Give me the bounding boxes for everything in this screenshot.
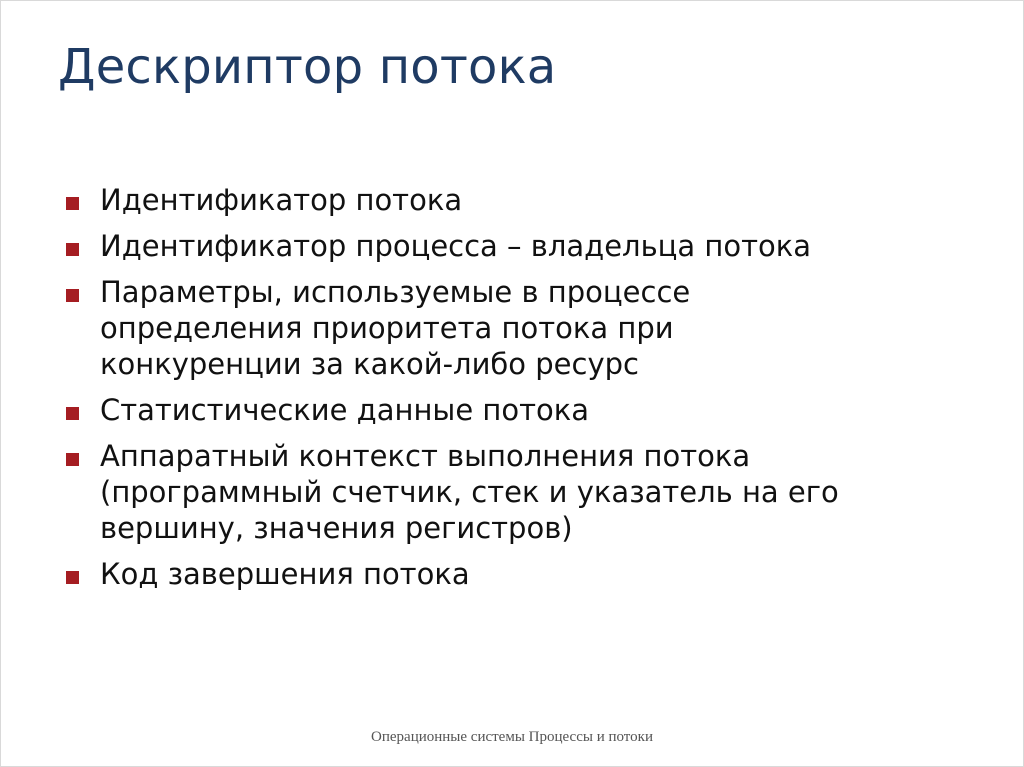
bullet-text: Идентификатор процесса – владельца потока [100, 229, 812, 263]
bullet-item [66, 438, 966, 546]
bullet-text: Параметры, используемые в процессе определения приоритета потока при конкуренции за какой-либо ресурс [100, 275, 691, 381]
square-bullet-icon [66, 289, 79, 302]
square-bullet-icon [66, 453, 79, 466]
bullet-item [66, 228, 966, 264]
slide-footer: Операционные системы Процессы и потоки [371, 729, 653, 745]
bullet-text: Код завершения потока [100, 557, 470, 591]
bullet-text: Идентификатор потока [100, 183, 463, 217]
square-bullet-icon [66, 407, 79, 420]
bullet-item [66, 392, 966, 428]
bullet-list [66, 182, 966, 602]
bullet-text: Статистические данные потока [100, 393, 590, 427]
bullet-text: Аппаратный контекст выполнения потока (программный счетчик, стек и указатель на его вершину, значения регистров) [100, 439, 839, 545]
square-bullet-icon [66, 243, 79, 256]
slide-title: Дескриптор потока [58, 39, 557, 95]
square-bullet-icon [66, 197, 79, 210]
bullet-item [66, 182, 966, 218]
bullet-item [66, 274, 966, 382]
bullet-item [66, 556, 966, 592]
square-bullet-icon [66, 571, 79, 584]
